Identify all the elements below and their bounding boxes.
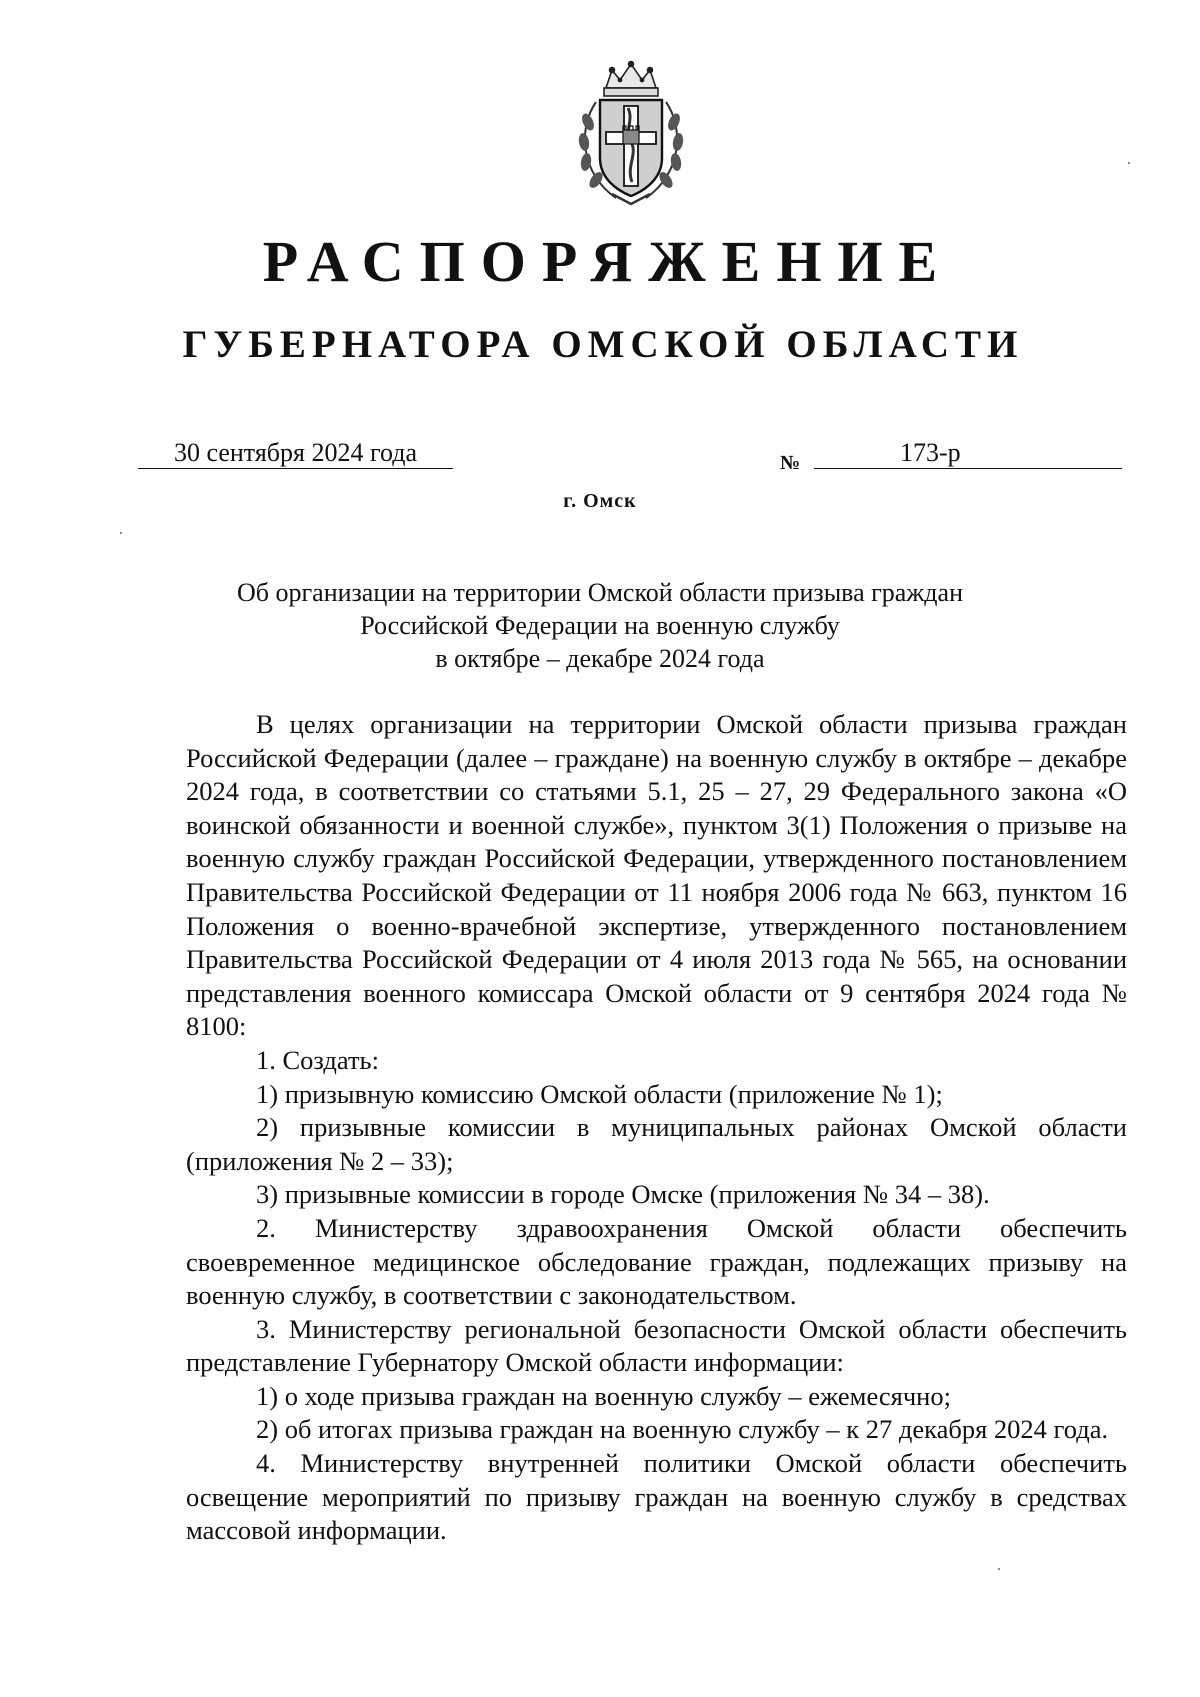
- number-sign: №: [780, 452, 801, 474]
- coat-of-arms-icon: [568, 58, 694, 208]
- document-type-heading: РАСПОРЯЖЕНИЕ: [262, 229, 954, 294]
- issuer-heading: ГУБЕРНАТОРА ОМСКОЙ ОБЛАСТИ: [182, 323, 1024, 366]
- item-1-paragraph: 1. Создать:: [256, 1044, 380, 1075]
- scan-speck: [120, 532, 122, 534]
- document-title: [0, 576, 1200, 675]
- preamble-paragraph: В целях организации на территории Омской области призыва граждан Российской Федерации (далее – граждане) на военную службу в октябре – декабре 2024 года, в соответствии со статьями 5.1, 25 – 27, 29 Федерального закона «О воинской обязанности и военной службе», пунктом 3(1) Положения о призыве на военную службу граждан Российской Федерации, утвержденного постановлением Правительства Российской Федерации от 11 ноября 2006 года № 663, пунктом 16 Положения о военно-врачебной экспертизе, утвержденного постановлением Правительства Российской Федерации от 4 июля 2013 года № 565, на основании представления военного комиссара Омской области от 9 сентября 2024 года № 8100:: [186, 709, 1127, 1042]
- document-number-field: [814, 438, 1122, 469]
- item-3-paragraph: 3. Министерству региональной безопасности Омской области обеспечить представление Губернатору Омской области информации:: [186, 1313, 1127, 1378]
- document-city: г. Омск: [563, 490, 637, 512]
- item-3-1-paragraph: 1) о ходе призыва граждан на военную службу – ежемесячно;: [256, 1380, 951, 1411]
- document-body: [186, 708, 1127, 1548]
- item-4-paragraph: 4. Министерству внутренней политики Омской области обеспечить освещение мероприятий по призыву граждан на военную службу в средствах массовой информации.: [186, 1448, 1127, 1546]
- item-1-3-paragraph: 3) призывные комиссии в городе Омске (приложения № 34 – 38).: [256, 1179, 990, 1210]
- document-number: 173-р: [900, 438, 961, 467]
- item-1-2-paragraph: 2) призывные комиссии в муниципальных районах Омской области (приложения № 2 – 33);: [186, 1112, 1127, 1176]
- title-line: в октябре – декабре 2024 года: [435, 644, 765, 673]
- scan-speck: [998, 1568, 1000, 1570]
- title-line: Российской Федерации на военную службу: [360, 611, 840, 640]
- document-date: 30 сентября 2024 года: [138, 438, 453, 469]
- title-line: Об организации на территории Омской области призыва граждан: [236, 578, 963, 607]
- item-2-paragraph: 2. Министерству здравоохранения Омской области обеспечить своевременное медицинское обследование граждан, подлежащих призыву на военную службу, в соответствии с законодательством.: [186, 1212, 1127, 1311]
- item-3-2-paragraph: 2) об итогах призыва граждан на военную службу – к 27 декабря 2024 года.: [256, 1414, 1109, 1445]
- scan-speck: [1128, 162, 1130, 164]
- item-1-1-paragraph: 1) призывную комиссию Омской области (приложение № 1);: [256, 1078, 943, 1109]
